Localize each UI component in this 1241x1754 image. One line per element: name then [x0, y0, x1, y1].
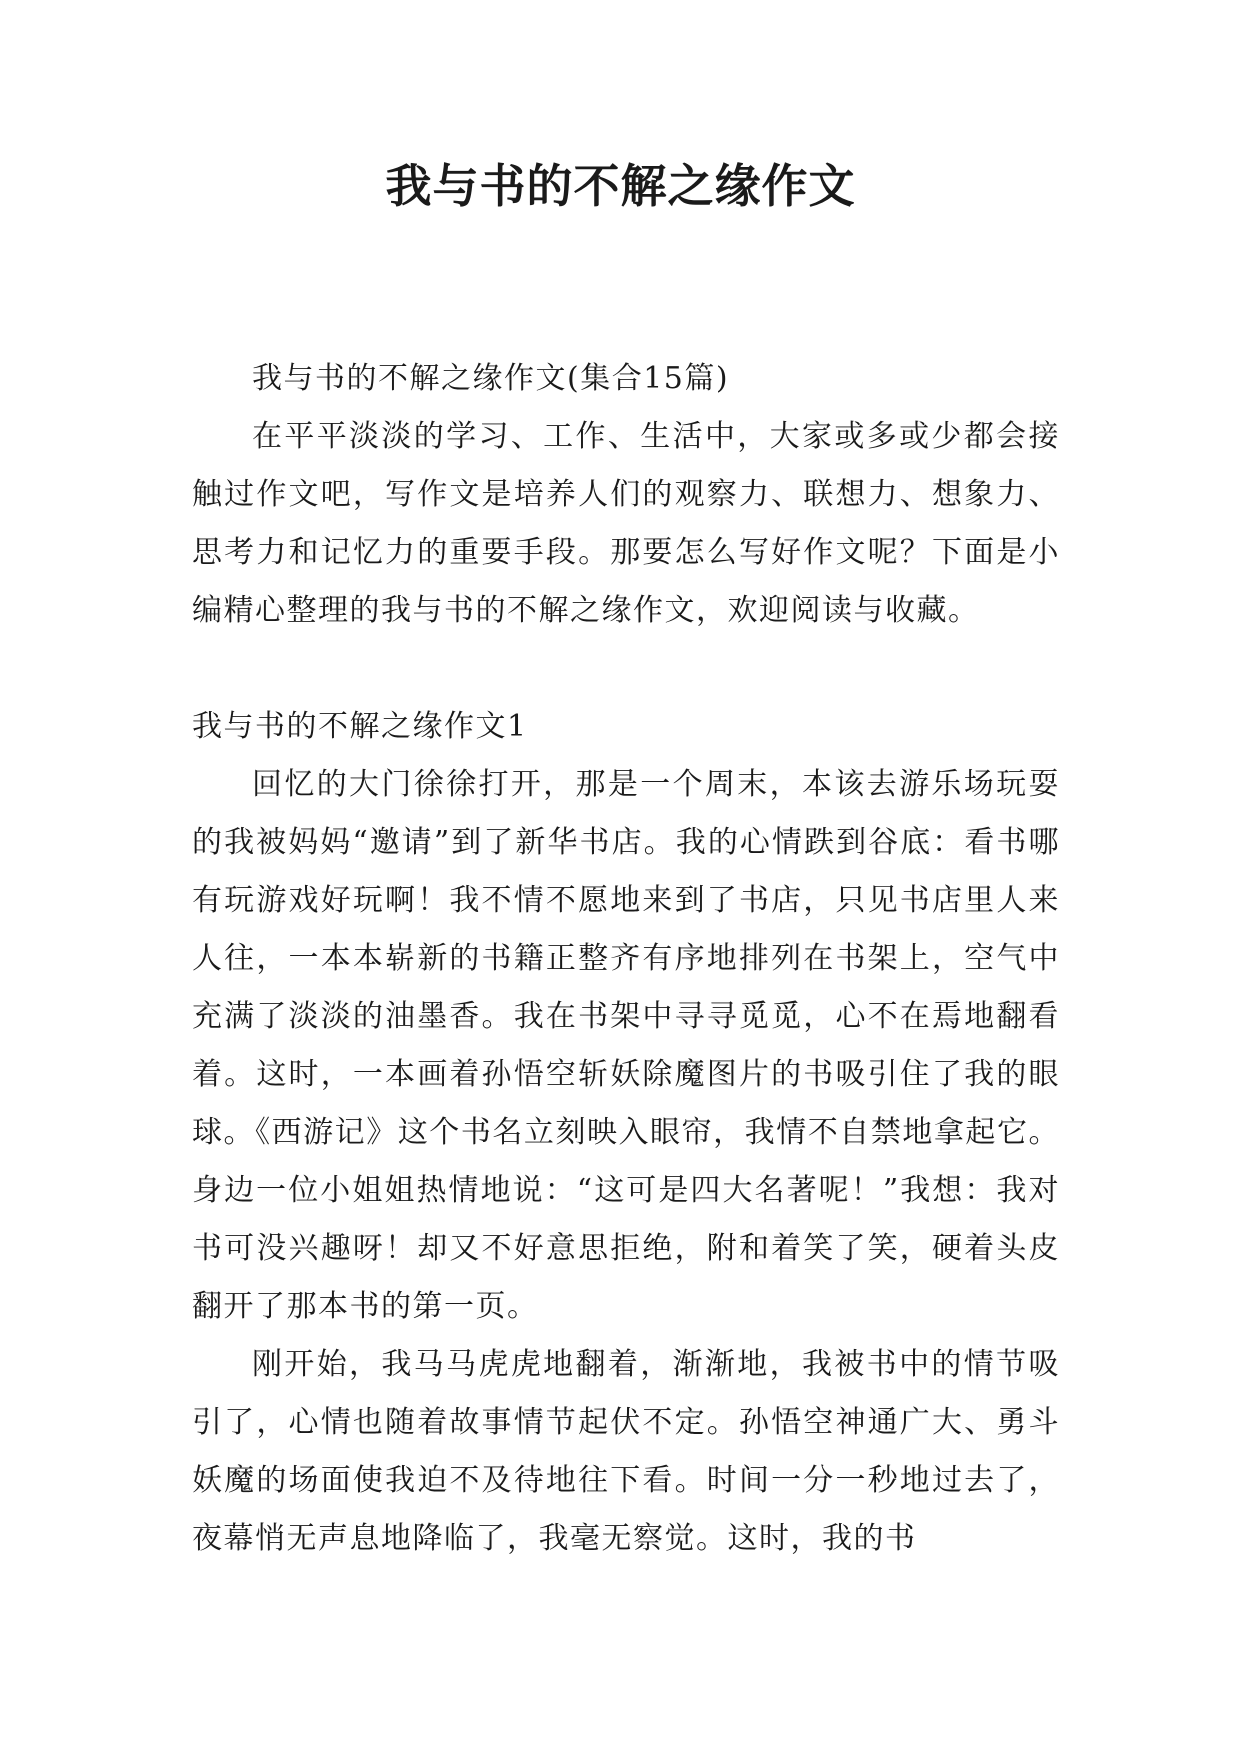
section-heading: 我与书的不解之缘作文1: [192, 709, 528, 744]
section-spacer: [192, 640, 1060, 698]
document-subtitle: 我与书的不解之缘作文(集合15篇): [252, 361, 730, 396]
essay-paragraph-1: 回忆的大门徐徐打开，那是一个周末，本该去游乐场玩耍的我被妈妈“邀请”到了新华书店。我的心情跌到谷底：看书哪有玩游戏好玩啊！我不情不愿地来到了书店，只见书店里人来人往，一本本崭新的书籍正整齐有序地排列在书架上，空气中充满了淡淡的油墨香。我在书架中寻寻觅觅，心不在焉地翻看着。这时，一本画着孙悟空斩妖除魔图片的书吸引住了我的眼球。《西游记》这个书名立刻映入眼帘，我情不自禁地拿起它。身边一位小姐姐热情地说：“这可是四大名著呢！”我想：我对书可没兴趣呀！却又不好意思拒绝，附和着笑了笑，硬着头皮翻开了那本书的第一页。: [192, 767, 1060, 1324]
intro-paragraph: 在平平淡淡的学习、工作、生活中，大家或多或少都会接触过作文吧，写作文是培养人们的观察力、联想力、想象力、思考力和记忆力的重要手段。那要怎么写好作文呢？下面是小编精心整理的我与书的不解之缘作文，欢迎阅读与收藏。: [192, 419, 1060, 628]
essay-paragraph-2: 刚开始，我马马虎虎地翻着，渐渐地，我被书中的情节吸引了，心情也随着故事情节起伏不定。孙悟空神通广大、勇斗妖魔的场面使我迫不及待地往下看。时间一分一秒地过去了，夜幕悄无声息地降临了，我毫无察觉。这时，我的书: [192, 1347, 1060, 1556]
document-title: 我与书的不解之缘作文: [385, 159, 856, 213]
document-body: [192, 350, 1060, 1568]
